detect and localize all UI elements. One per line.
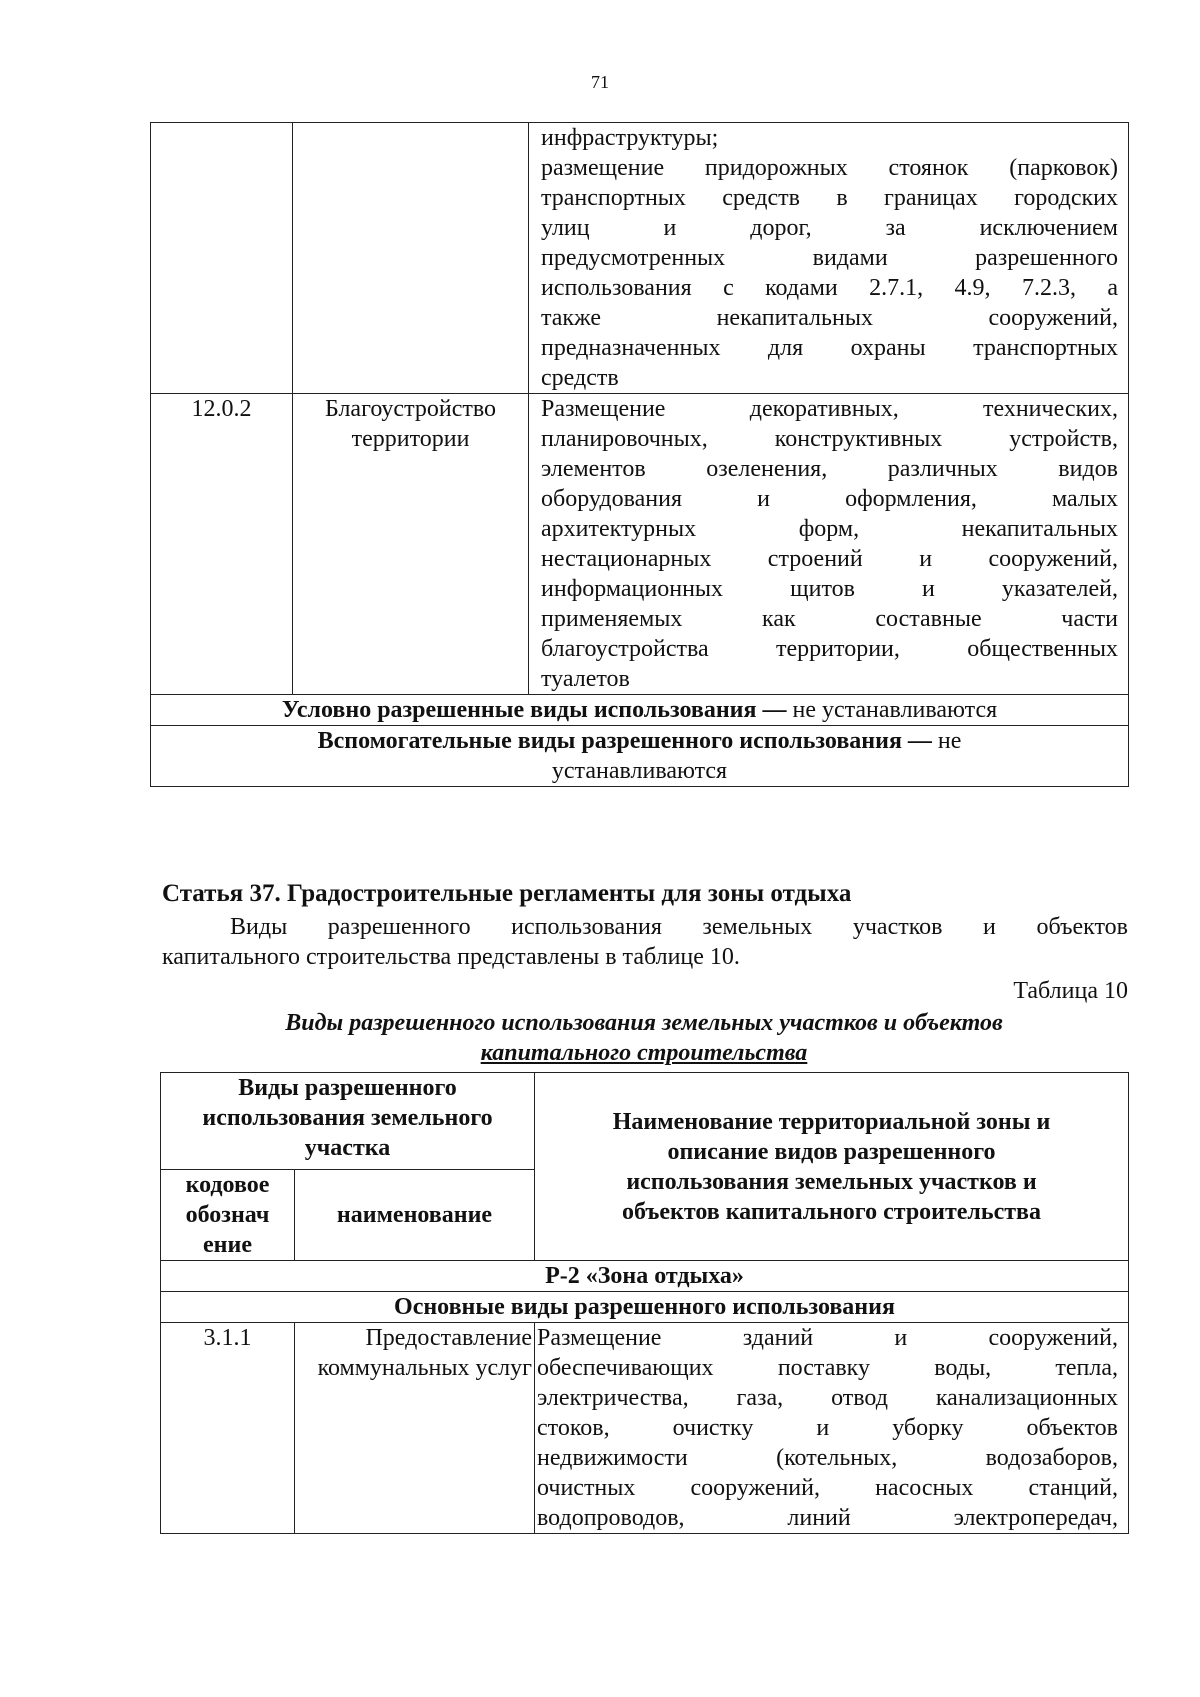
desc-line: архитектурных форм, некапитальных [541,516,1118,542]
name-line: Предоставление [365,1325,532,1351]
desc-line: предназначенных для охраны транспортных [541,335,1118,361]
desc-line: обеспечивающих поставку воды, тепла, [537,1355,1118,1381]
table-title [160,1008,1128,1068]
header-line: ение [203,1232,252,1258]
code-cell [151,123,293,394]
desc-line: элементов озеленения, различных видов [541,456,1118,482]
intro-paragraph [162,912,1128,972]
header-group-cell [161,1073,535,1170]
desc-line: также некапитальных сооружений, [541,305,1118,331]
desc-line: использования с кодами 2.7.1, 4.9, 7.2.3, а [541,275,1118,301]
desc-line: инфраструктуры; [541,125,719,151]
name-line: территории [351,426,470,452]
table-title-line: капитального строительства [480,1040,808,1066]
paragraph-line: капитального строительства представлены в таблице 10. [162,944,740,970]
header-line: Наименование территориальной зоны и [612,1108,1051,1135]
header-line: использования земельных участков и [626,1168,1037,1195]
desc-line: информационных щитов и указателей, [541,576,1118,602]
header-line: использования земельного [202,1105,493,1131]
desc-line: электричества, газа, отвод канализационных [537,1385,1118,1411]
page-number: 71 [591,72,609,92]
table-row [161,1292,1129,1323]
auxiliary-uses-label: Вспомогательные виды разрешенного использования — [317,728,932,754]
header-line: объектов капитального строительства [621,1198,1041,1225]
paragraph-line: Виды разрешенного использования земельных участков и объектов [230,914,1128,940]
table-10 [160,1072,1129,1534]
desc-line: Размещение декоративных, технических, [541,396,1118,422]
conditional-uses-value: не устанавливаются [786,697,998,723]
header-code-cell [161,1170,295,1261]
section-row: Основные виды разрешенного использования [161,1292,1129,1323]
table-row [151,394,1129,695]
header-description-cell [535,1073,1129,1261]
table-row [161,1261,1129,1292]
table-header-row [161,1073,1129,1170]
desc-line: благоустройства территории, общественных [541,636,1118,662]
conditional-uses-row [151,695,1129,726]
desc-line: улиц и дорог, за исключением [541,215,1118,241]
desc-line: размещение придорожных стоянок (парковок) [541,155,1118,181]
continued-table [150,122,1129,787]
description-cell [529,123,1129,394]
auxiliary-uses-row [151,726,1129,787]
table-row [161,1323,1129,1534]
name-cell [295,1323,535,1534]
header-line: кодовое [185,1172,270,1198]
header-line: участка [304,1135,391,1161]
description-cell [535,1323,1129,1534]
table-title-line: Виды разрешенного использования земельных участков и объектов [285,1010,1003,1036]
article-heading: Статья 37. Градостроительные регламенты для зоны отдыха [162,880,852,907]
desc-line: нестационарных строений и сооружений, [541,546,1118,572]
header-name-cell: наименование [295,1170,535,1261]
desc-line: очистных сооружений, насосных станций, [537,1475,1118,1501]
desc-line: Размещение зданий и сооружений, [537,1325,1118,1351]
name-line: Благоустройство [324,396,496,422]
desc-line: недвижимости (котельных, водозаборов, [537,1445,1118,1471]
desc-line: водопроводов, линий электропередач, [537,1505,1118,1531]
description-cell [529,394,1129,695]
desc-line: стоков, очистку и уборку объектов [537,1415,1118,1441]
conditional-uses-label: Условно разрешенные виды использования — [281,697,787,723]
desc-line: туалетов [541,666,630,692]
table-row [151,726,1129,787]
name-cell [293,394,529,695]
desc-line: предусмотренных видами разрешенного [541,245,1118,271]
table-row [151,695,1129,726]
desc-line: средств [541,365,619,391]
table-row [151,123,1129,394]
desc-line: транспортных средств в границах городских [541,185,1118,211]
header-line: Виды разрешенного [238,1075,457,1101]
desc-line: планировочных, конструктивных устройств, [541,426,1118,452]
desc-line: применяемых как составные части [541,606,1118,632]
header-line: описание видов разрешенного [667,1138,996,1165]
header-line: обознач [185,1202,270,1228]
auxiliary-uses-value-line2: устанавливаются [551,758,728,784]
code-cell: 12.0.2 [151,394,293,695]
name-cell [293,123,529,394]
code-cell: 3.1.1 [161,1323,295,1534]
table-label: Таблица 10 [1013,978,1128,1004]
auxiliary-uses-value: не [931,728,962,754]
desc-line: оборудования и оформления, малых [541,486,1118,512]
name-line: коммунальных услуг [317,1355,532,1381]
zone-row: Р-2 «Зона отдыха» [161,1261,1129,1292]
